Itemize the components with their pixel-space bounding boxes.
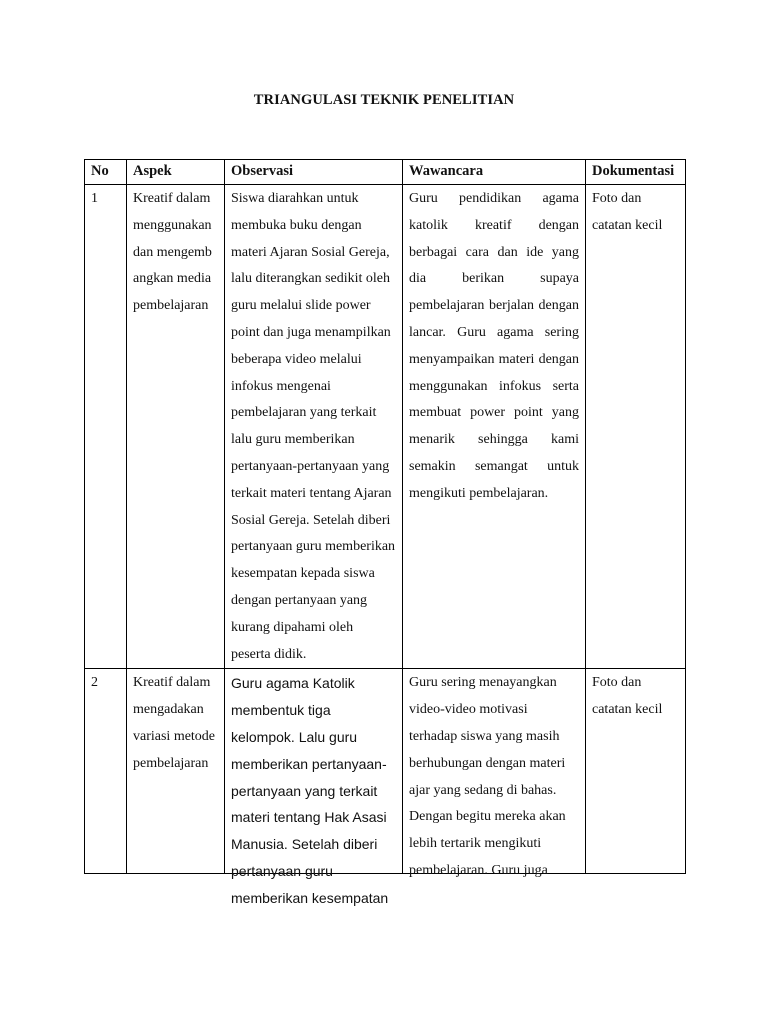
table-row (85, 185, 686, 669)
page-title: TRIANGULASI TEKNIK PENELITIAN (253, 92, 515, 108)
row-number: 1 (85, 185, 127, 669)
observation-text: Guru agama Katolik membentuk tiga kelompok. Lalu guru memberikan pertanyaan- pertanyaan yang terkait materi tentang Hak Asasi Manusia. Setelah diberi pertanyaan guru memberikan kesempatan (231, 675, 389, 906)
aspect-cell: Kreatif dalam mengadakan variasi metode pembelajaran (127, 669, 225, 874)
documentation-cell: Foto dan catatan kecil (586, 185, 686, 669)
header-observasi: Observasi (225, 160, 403, 185)
triangulation-table (84, 159, 686, 906)
header-dokumentasi: Dokumentasi (586, 160, 686, 185)
table-header-row (85, 160, 686, 185)
table-row (85, 669, 686, 874)
header-wawancara: Wawancara (403, 160, 586, 185)
interview-text: Guru sering menayangkan video-video motivasi terhadap siswa yang masih berhubungan dengan materi ajar yang sedang di bahas. Dengan begitu mereka akan lebih tertarik mengikuti pembelajaran. Guru juga (409, 675, 566, 878)
observation-cell (225, 669, 403, 906)
aspect-cell: Kreatif dalam menggunakan dan mengembangkan media pembelajaran (127, 185, 225, 669)
row-number: 2 (85, 669, 127, 874)
interview-cell: Guru pendidikan agama katolik kreatif dengan berbagai cara dan ide yang dia berikan supaya pembelajaran berjalan dengan lancar. Guru agama sering menyampaikan materi dengan menggunakan infokus serta membuat power point yang menarik sehingga kami semakin semangat untuk mengikuti pembelajaran. (403, 185, 586, 669)
documentation-cell: Foto dan catatan kecil (586, 669, 686, 874)
interview-cell (403, 669, 586, 878)
header-no: No (85, 160, 127, 185)
observation-cell: Siswa diarahkan untuk membuka buku dengan materi Ajaran Sosial Gereja, lalu diterangkan sedikit oleh guru melalui slide power point dan juga menampilkan beberapa video melalui infokus mengenai pembelajaran yang terkait lalu guru memberikan pertanyaan-pertanyaan yang terkait materi tentang Ajaran Sosial Gereja. Setelah diberi pertanyaan guru memberikan kesempatan kepada siswa dengan pertanyaan yang kurang dipahami oleh peserta didik. (225, 185, 403, 669)
header-aspek: Aspek (127, 160, 225, 185)
